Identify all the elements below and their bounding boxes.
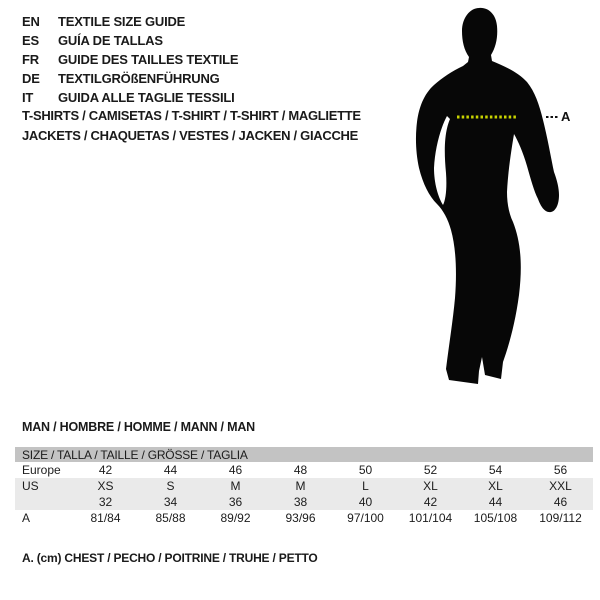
language-title: TEXTILGRÖßENFÜHRUNG <box>58 71 220 86</box>
size-cell: L <box>362 479 369 493</box>
language-title: GUIDA ALLE TAGLIE TESSILI <box>58 90 235 105</box>
size-table-header-row <box>15 447 593 462</box>
measurement-footnote: A. (cm) CHEST / PECHO / POITRINE / TRUHE / PETTO <box>22 551 318 565</box>
garment-line-jackets: JACKETS / CHAQUETAS / VESTES / JACKEN / GIACCHE <box>22 127 358 143</box>
language-code: DE <box>22 71 40 86</box>
table-row-alt-numeric <box>15 494 593 510</box>
size-cell: 48 <box>293 463 308 477</box>
size-cell: 46 <box>228 463 243 477</box>
size-cell: 50 <box>358 463 373 477</box>
measurement-label-a: A <box>561 109 571 124</box>
size-cell: M <box>295 479 306 493</box>
language-code: EN <box>22 14 40 29</box>
size-cell: S <box>166 479 175 493</box>
size-cell: 36 <box>228 495 243 509</box>
language-title: GUIDE DES TAILLES TEXTILE <box>58 52 239 67</box>
size-cell: 109/112 <box>539 511 582 525</box>
language-code: IT <box>22 90 34 105</box>
size-cell: 105/108 <box>473 511 518 525</box>
size-cell: 34 <box>163 495 178 509</box>
size-cell: 40 <box>358 495 373 509</box>
size-cell: XS <box>97 479 114 493</box>
size-cell: 81/84 <box>90 511 121 525</box>
size-cell: 38 <box>293 495 308 509</box>
table-row-us <box>15 478 593 494</box>
man-silhouette-shape <box>416 8 559 384</box>
language-title: TEXTILE SIZE GUIDE <box>58 14 186 29</box>
size-cell: M <box>230 479 241 493</box>
size-cell: 42 <box>98 463 113 477</box>
size-cell: 101/104 <box>408 511 453 525</box>
size-cell: 54 <box>488 463 503 477</box>
row-label: US <box>22 479 39 493</box>
size-cell: 32 <box>98 495 113 509</box>
language-title: GUÍA DE TALLAS <box>58 33 163 48</box>
size-cell: 42 <box>423 495 438 509</box>
size-table-header: SIZE / TALLA / TAILLE / GRÖSSE / TAGLIA <box>22 447 248 462</box>
size-cell: 89/92 <box>220 511 251 525</box>
size-cell: 85/88 <box>155 511 186 525</box>
size-cell: 44 <box>488 495 503 509</box>
language-code: FR <box>22 52 39 67</box>
size-cell: 97/100 <box>347 511 384 525</box>
size-cell: XL <box>488 479 503 493</box>
size-cell: XL <box>423 479 438 493</box>
size-cell: XXL <box>549 479 572 493</box>
garment-line-tshirts: T-SHIRTS / CAMISETAS / T-SHIRT / T-SHIRT / MAGLIETTE <box>22 108 361 123</box>
size-cell: 52 <box>423 463 438 477</box>
row-label: Europe <box>22 463 61 477</box>
table-row-chest-cm <box>15 510 593 526</box>
size-table <box>15 447 593 526</box>
section-title-man: MAN / HOMBRE / HOMME / MANN / MAN <box>22 420 255 434</box>
man-silhouette-graphic <box>413 0 571 390</box>
size-cell: 93/96 <box>285 511 316 525</box>
size-cell: 56 <box>553 463 568 477</box>
row-label: A <box>22 511 31 525</box>
size-cell: 46 <box>553 495 568 509</box>
table-row-europe <box>15 462 593 478</box>
language-code: ES <box>22 33 39 48</box>
row-label <box>15 494 73 510</box>
size-cell: 44 <box>163 463 178 477</box>
